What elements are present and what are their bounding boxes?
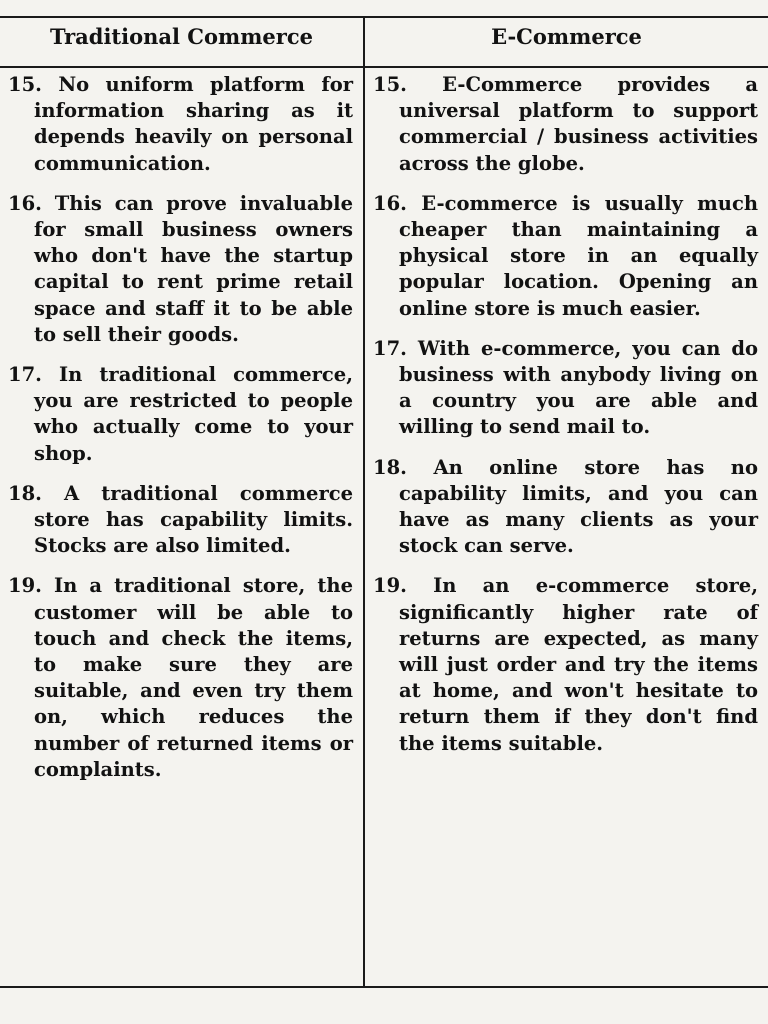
point-text: In a traditional store, the customer will be able to touch and check the items, to make sure they are suitable, and even try them on, which reduces the number of returned items or complaints. bbox=[34, 574, 353, 781]
ecommerce-point-19 bbox=[373, 573, 758, 756]
point-number: 17. bbox=[373, 336, 407, 360]
ecommerce-point-15 bbox=[373, 72, 758, 177]
point-text: In traditional commerce, you are restricted to people who actually come to your shop. bbox=[34, 363, 353, 465]
traditional-point-19 bbox=[8, 573, 353, 783]
traditional-column bbox=[0, 67, 364, 987]
point-text: E-Commerce provides a universal platform to support commercial / business activities across the globe. bbox=[399, 73, 758, 175]
point-number: 15. bbox=[373, 73, 407, 96]
traditional-point-18 bbox=[8, 481, 353, 560]
ecommerce-point-18 bbox=[373, 455, 758, 560]
point-text: In an e-commerce store, significantly higher rate of returns are expected, as many will just order and try the items at home, and won't hesitate to return them if they don't find the items suitable. bbox=[399, 574, 758, 755]
ecommerce-column bbox=[364, 67, 768, 987]
header-traditional-commerce: Traditional Commerce bbox=[0, 17, 364, 67]
ecommerce-point-17 bbox=[373, 336, 758, 441]
point-text: A traditional commerce store has capability limits. Stocks are also limited. bbox=[34, 481, 353, 558]
comparison-table bbox=[0, 16, 768, 988]
point-text: An online store has no capability limits, and you can have as many clients as your stock can serve. bbox=[399, 455, 758, 558]
header-e-commerce: E-Commerce bbox=[364, 17, 768, 67]
point-number: 16. bbox=[373, 191, 407, 215]
point-number: 15. bbox=[8, 73, 42, 96]
point-number: 18. bbox=[373, 455, 407, 479]
point-text: This can prove invaluable for small business owners who don't have the startup capital to rent prime retail space and staff it to be able to sell their goods. bbox=[34, 191, 353, 346]
point-number: 17. bbox=[8, 363, 42, 387]
point-number: 19. bbox=[373, 574, 407, 598]
traditional-point-16 bbox=[8, 191, 353, 348]
traditional-point-17 bbox=[8, 362, 353, 467]
ecommerce-point-16 bbox=[373, 191, 758, 322]
point-text: With e-commerce, you can do business with anybody living on a country you are able and willing to send mail to. bbox=[399, 336, 758, 439]
point-number: 16. bbox=[8, 191, 42, 215]
point-text: No uniform platform for information sharing as it depends heavily on personal communication. bbox=[34, 73, 353, 175]
body-row bbox=[0, 67, 768, 987]
point-number: 19. bbox=[8, 574, 42, 598]
traditional-point-15 bbox=[8, 72, 353, 177]
point-text: E-commerce is usually much cheaper than maintaining a physical store in an equally popular location. Opening an online store is much easier. bbox=[399, 191, 758, 320]
point-number: 18. bbox=[8, 481, 42, 505]
header-row bbox=[0, 17, 768, 67]
